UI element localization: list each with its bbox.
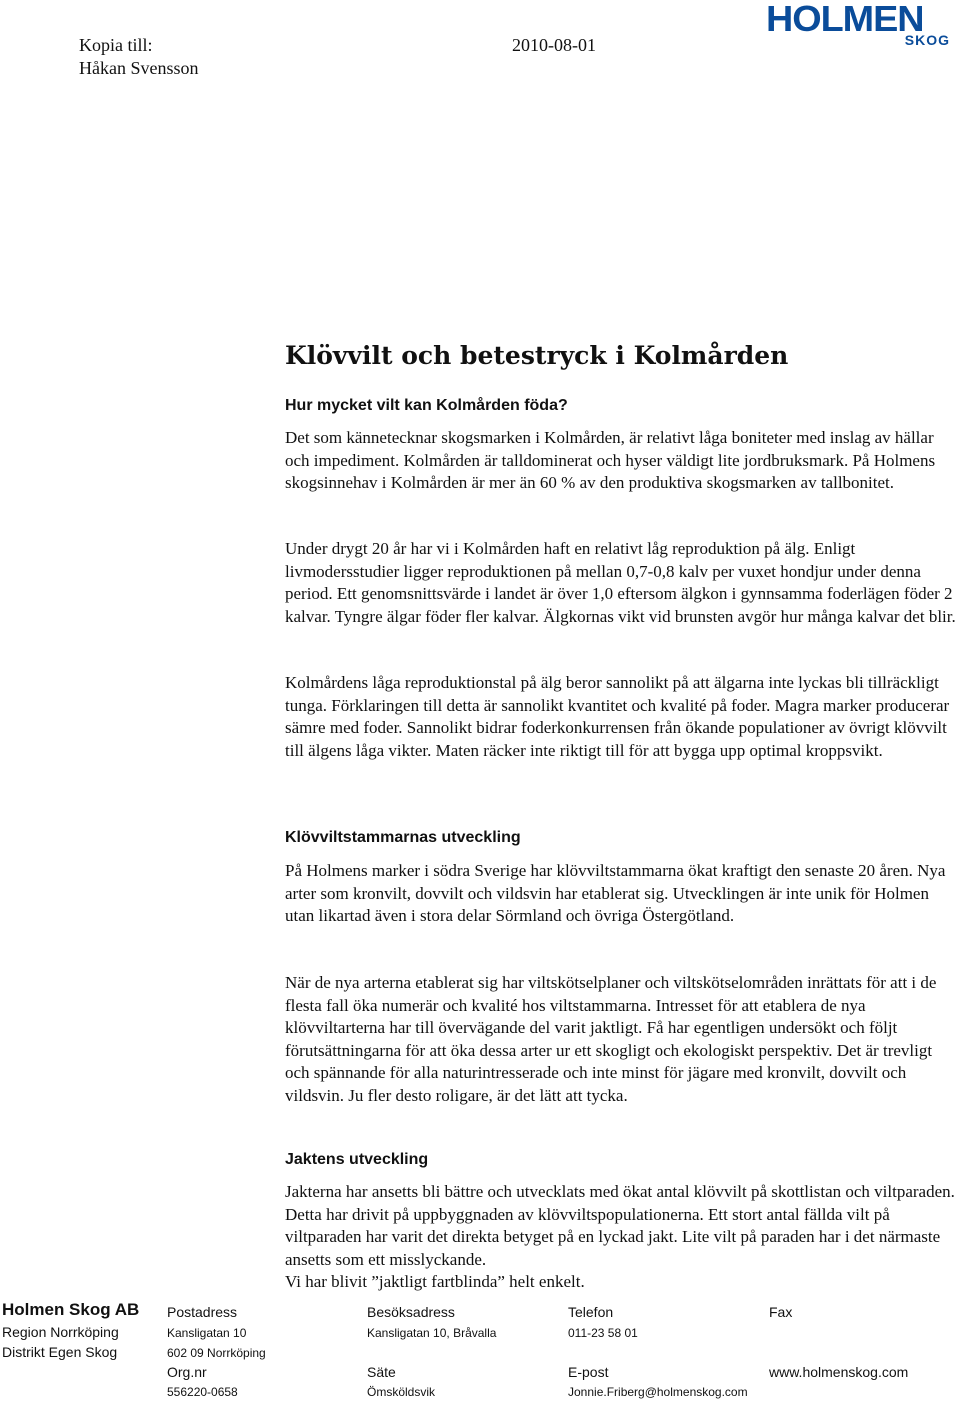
logo-subtext: SKOG [904, 32, 950, 48]
paragraph-hunting-text: Jakterna har ansetts bli bättre och utvecklats med ökat antal klövvilt på skottlistan och viltparaden. Detta har drivit på uppbyggnaden av klövviltspopulationerna. Ett stort antal fällda vilt på viltparaden har varit det direkta betyget på en lyckad jakt. Lite vilt på paraden har i det närmaste ansetts som ett misslyckande. [285, 1182, 955, 1269]
logo-wordmark: HOLMEN [766, 0, 924, 39]
footer-orgnr-label: Org.nr [167, 1364, 207, 1380]
footer-email-link[interactable]: Jonnie.Friberg@holmenskog.com [568, 1385, 748, 1399]
intro-heading: Hur mycket vilt kan Kolmården föda? [285, 397, 568, 414]
copy-to-label: Kopia till: [79, 35, 153, 55]
paragraph-hunting-last-line: Vi har blivit ”jaktligt fartblinda” helt enkelt. [285, 1272, 585, 1292]
paragraph-hunting [285, 1181, 957, 1294]
section-heading-populations: Klövviltstammarnas utveckling [285, 829, 521, 846]
paragraph-new-species: När de nya arterna etablerat sig har viltskötselplaner och viltskötselområden inrättats för att i de flesta fall öka numerär och kvalité hos viltstammarna. Intresset för att etablera de nya klövviltarterna har till övervägande del varit jaktligt. Få har egentligen undersökt och följt förutsättningarna för att öka dessa arter ur ett skogligt och ekologiskt perspektiv. Det är trevligt och spännande för alla naturintresserade och inte minst för jägare med kronvilt, dovvilt och vildsvin. Ju fler desto roligare, är det lätt att tycka. [285, 973, 937, 1105]
footer-postal-street: Kansligatan 10 [167, 1326, 247, 1340]
copy-to-name: Håkan Svensson [79, 58, 199, 78]
footer-seat-label: Säte [367, 1364, 396, 1380]
footer-visit-label: Besöksadress [367, 1304, 455, 1320]
footer-phone: 011-23 58 01 [568, 1326, 638, 1340]
holmen-skog-logo [766, 2, 956, 48]
section-heading-hunting: Jaktens utveckling [285, 1151, 429, 1168]
paragraph-intro: Det som kännetecknar skogsmarken i Kolmården, är relativt låga boniteter med inslag av hällar och impediment. Kolmården är talldominerat och hyser väldigt lite jordbruksmark. På Holmens skogsinnehav i Kolmården är mer än 60 % av den produktiva skogsmarken av tallbonitet. [285, 428, 936, 493]
footer-postal-label: Postadress [167, 1304, 238, 1320]
footer-company-name: Holmen Skog AB [2, 1300, 140, 1319]
paragraph-reproduction: Under drygt 20 år har vi i Kolmården haft en relativt låg reproduktion på älg. Enligt livmodersstudier ligger reproduktionen på mellan 0,7-0,8 kalv per vuxet hondjur under denna period. Ett genomsnittsvärde i landet är över 1,0 eftersom älgkon i gynnsamma foderlägen föder 2 kalvar. Tyngre älgar föder fler kalvar. Älgkornas vikt vid brunsten avgör hur många kalvar det blir. [285, 539, 956, 626]
footer-phone-label: Telefon [568, 1304, 614, 1320]
page-title: Klövvilt och betestryck i Kolmården [285, 341, 789, 370]
footer-email-label: E-post [568, 1364, 609, 1380]
footer-postal-city: 602 09 Norrköping [167, 1346, 266, 1360]
footer-orgnr: 556220-0658 [167, 1385, 238, 1399]
footer-region: Region Norrköping [2, 1324, 119, 1340]
paragraph-populations: På Holmens marker i södra Sverige har klövviltstammarna ökat kraftigt den senaste 20 åren. Nya arter som kronvilt, dovvilt och vildsvin har etablerat sig. Utvecklingen är inte unik för Holmen utan likartad även i stora delar Sörmland och övriga Östergötland. [285, 861, 946, 926]
paragraph-low-reproduction: Kolmårdens låga reproduktionstal på älg beror sannolikt på att älgarna inte lyckas bli tillräckligt tunga. Förklaringen till detta är sannolikt kvantitet och kvalité på foder. Magra marker producerar sämre med foder. Sannolikt bidrar foderkonkurrensen från ökande populationer av övrigt klövvilt till älgens låga vikter. Maten räcker inte riktigt till för att bygga upp optimal kroppsvikt. [285, 673, 950, 760]
document-date: 2010-08-01 [512, 35, 596, 55]
footer-visit-address: Kansligatan 10, Bråvalla [367, 1326, 497, 1340]
footer-seat: Ömsköldsvik [367, 1385, 436, 1399]
footer-website-link[interactable]: www.holmenskog.com [769, 1364, 909, 1380]
footer-district: Distrikt Egen Skog [2, 1344, 118, 1360]
footer-fax-label: Fax [769, 1304, 793, 1320]
